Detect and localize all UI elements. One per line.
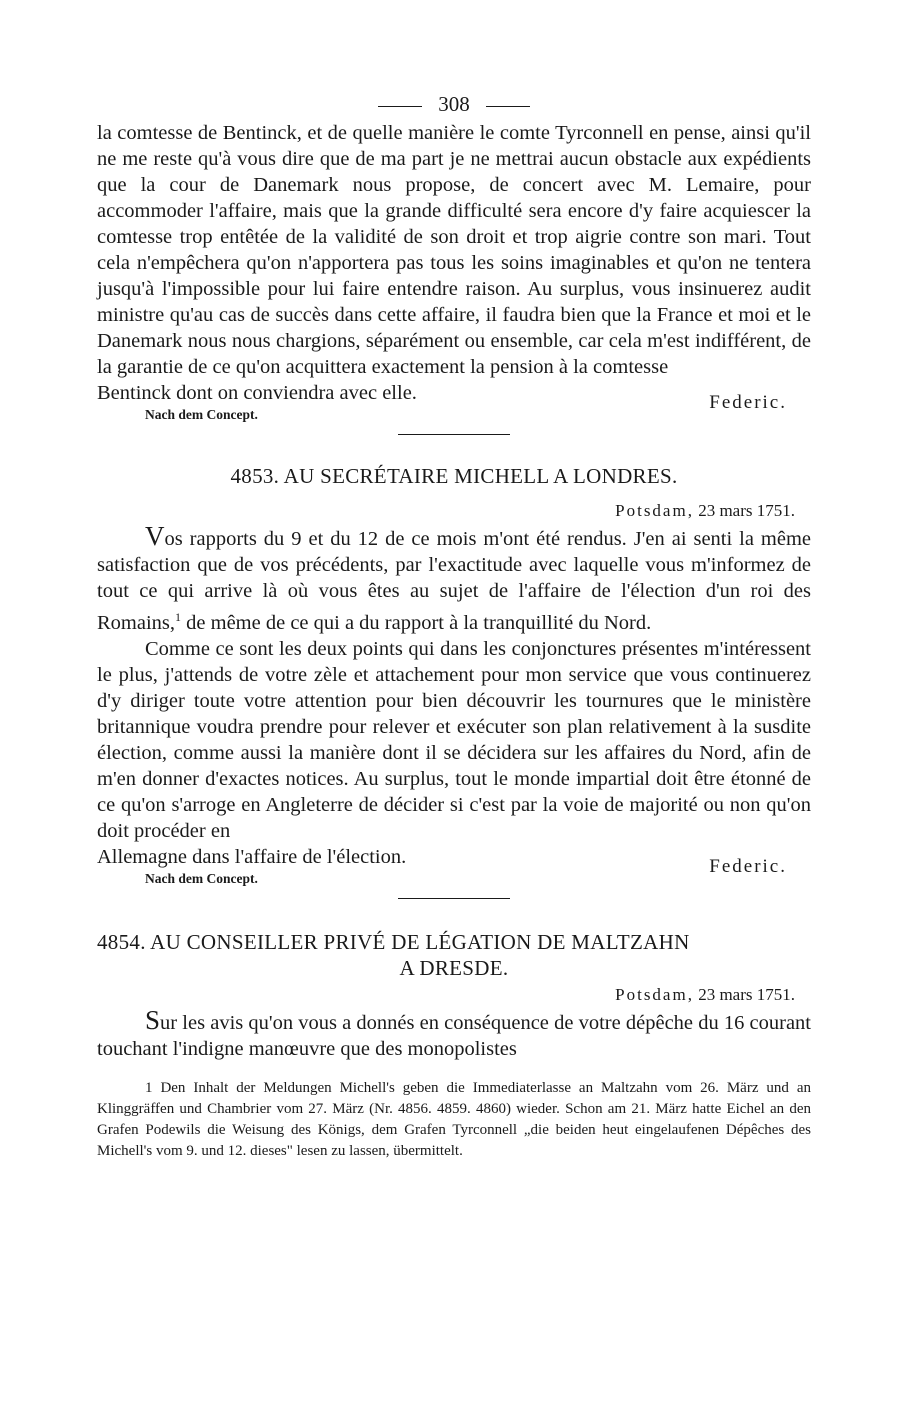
source-note: Nach dem Concept.	[145, 870, 258, 886]
letter-heading: 4853. AU SECRÉTAIRE MICHELL A LONDRES.	[230, 464, 678, 488]
letter-closing	[97, 844, 811, 877]
paragraph-text: ur les avis qu'on vous a donnés en conséquence de votre dépêche du 16 courant touchant l'indigne manœuvre que des monopolistes	[97, 1011, 811, 1060]
letter-heading	[97, 929, 811, 981]
heading-line-1: 4854. AU CONSEILLER PRIVÉ DE LÉGATION DE MALTZAHN	[97, 929, 690, 954]
footnote-reference: 1	[175, 610, 182, 624]
letter-paragraph	[97, 1004, 811, 1062]
letter-paragraph: Comme ce sont les deux points qui dans les conjonctures présentes m'intéressent le plus, j'attends de votre zèle et attachement pour mon service que vous continuerez d'y diriger toute votre attention pour bien découvrir les tournures que le ministère britannique voudra prendre pour relever et exécuter son plan relativement à la susdite élection, comme aussi la manière dont il se décidera sur les affaires du Nord, afin de m'en donner d'exactes notices. Au surplus, tout le monde impartial doit être étonné de ce qu'on s'arroge en Angleterre de décider si c'est par la voie de majorité ou non qu'on doit procéder en	[97, 637, 811, 842]
document-page	[97, 88, 811, 1162]
page-number-line	[97, 88, 811, 120]
signature: Federic.	[709, 855, 787, 877]
letter-last-line: Allemagne dans l'affaire de l'élection.	[97, 845, 407, 868]
page-number-rule-left	[378, 106, 422, 107]
footnote	[97, 1078, 811, 1162]
letter-closing	[97, 380, 811, 413]
page-number: 308	[438, 92, 470, 116]
letter-dateline	[97, 983, 811, 1007]
footnote-number: 1	[145, 1079, 153, 1096]
paragraph-text: os rapports du 9 et du 12 de ce mois m'ont été rendus. J'en ai senti la même satisfaction que de vos précédents, par l'exactitude avec laquelle vous m'informez de tout ce qui arrive là où vous êtes au sujet de l'affaire de l'élection d'un roi des Romains,	[97, 528, 811, 634]
dateline-date: 23 mars 1751.	[698, 984, 795, 1004]
dateline-place: Potsdam,	[615, 984, 694, 1004]
letter-4853	[97, 463, 811, 899]
source-note: Nach dem Concept.	[145, 407, 258, 422]
letter-dateline	[97, 499, 811, 523]
footnote-text: Den Inhalt der Meldungen Michell's geben die Immediaterlasse an Maltzahn vom 26. März und an Klinggräffen und Chambrier vom 27. März (Nr. 4856. 4859. 4860) wieder. Schon am 21. März hatte Eichel an den Grafen Podewils die Weisung des Königs, dem Grafen Tyrconnell „die beiden heut eingelaufenen Dépêches des Michell's vom 9. und 12. dieses" lesen zu lassen, übermittelt.	[97, 1079, 812, 1159]
initial-letter: V	[145, 521, 165, 551]
section-separator	[398, 898, 510, 899]
letter-paragraph	[97, 523, 811, 636]
dateline-date: 23 mars 1751.	[698, 501, 795, 520]
letter-body: la comtesse de Bentinck, et de quelle manière le comte Tyrconnell en pense, ainsi qu'il ne me reste qu'à vous dire que de ma part je ne mettrai aucun obstacle aux expédients que la cour de Danemark nous propose, de concert avec M. Lemaire, pour accommoder l'affaire, mais que la grande difficulté sera encore d'y faire acquiescer la comtesse trop entêtée de la validité de son droit et trop aigrie contre son mari. Tout cela n'empêchera qu'on n'apportera pas tous les soins imaginables et qu'on ne tentera jusqu'à l'impossible pour lui faire entendre raison. Au surplus, vous insinuerez audit ministre qu'au cas de succès dans cette affaire, il faudra bien que la France et moi et le Danemark nous nous chargions, séparément ou ensemble, car cela m'est indifférent, de la garantie de ce qu'on acquittera exactement la pension à la comtesse	[97, 122, 811, 378]
heading-line-2: A DRESDE.	[399, 955, 509, 980]
letter-last-line: Bentinck dont on conviendra avec elle.	[97, 382, 417, 404]
page-number-rule-right	[486, 106, 530, 107]
letter-continuation	[97, 120, 811, 435]
dateline-place: Potsdam,	[615, 501, 694, 520]
section-separator	[398, 434, 510, 435]
signature: Federic.	[709, 392, 787, 413]
letter-4854	[97, 929, 811, 1062]
initial-letter: S	[145, 1004, 161, 1035]
paragraph-text-end: de même de ce qui a du rapport à la tranquillité du Nord.	[181, 611, 652, 634]
